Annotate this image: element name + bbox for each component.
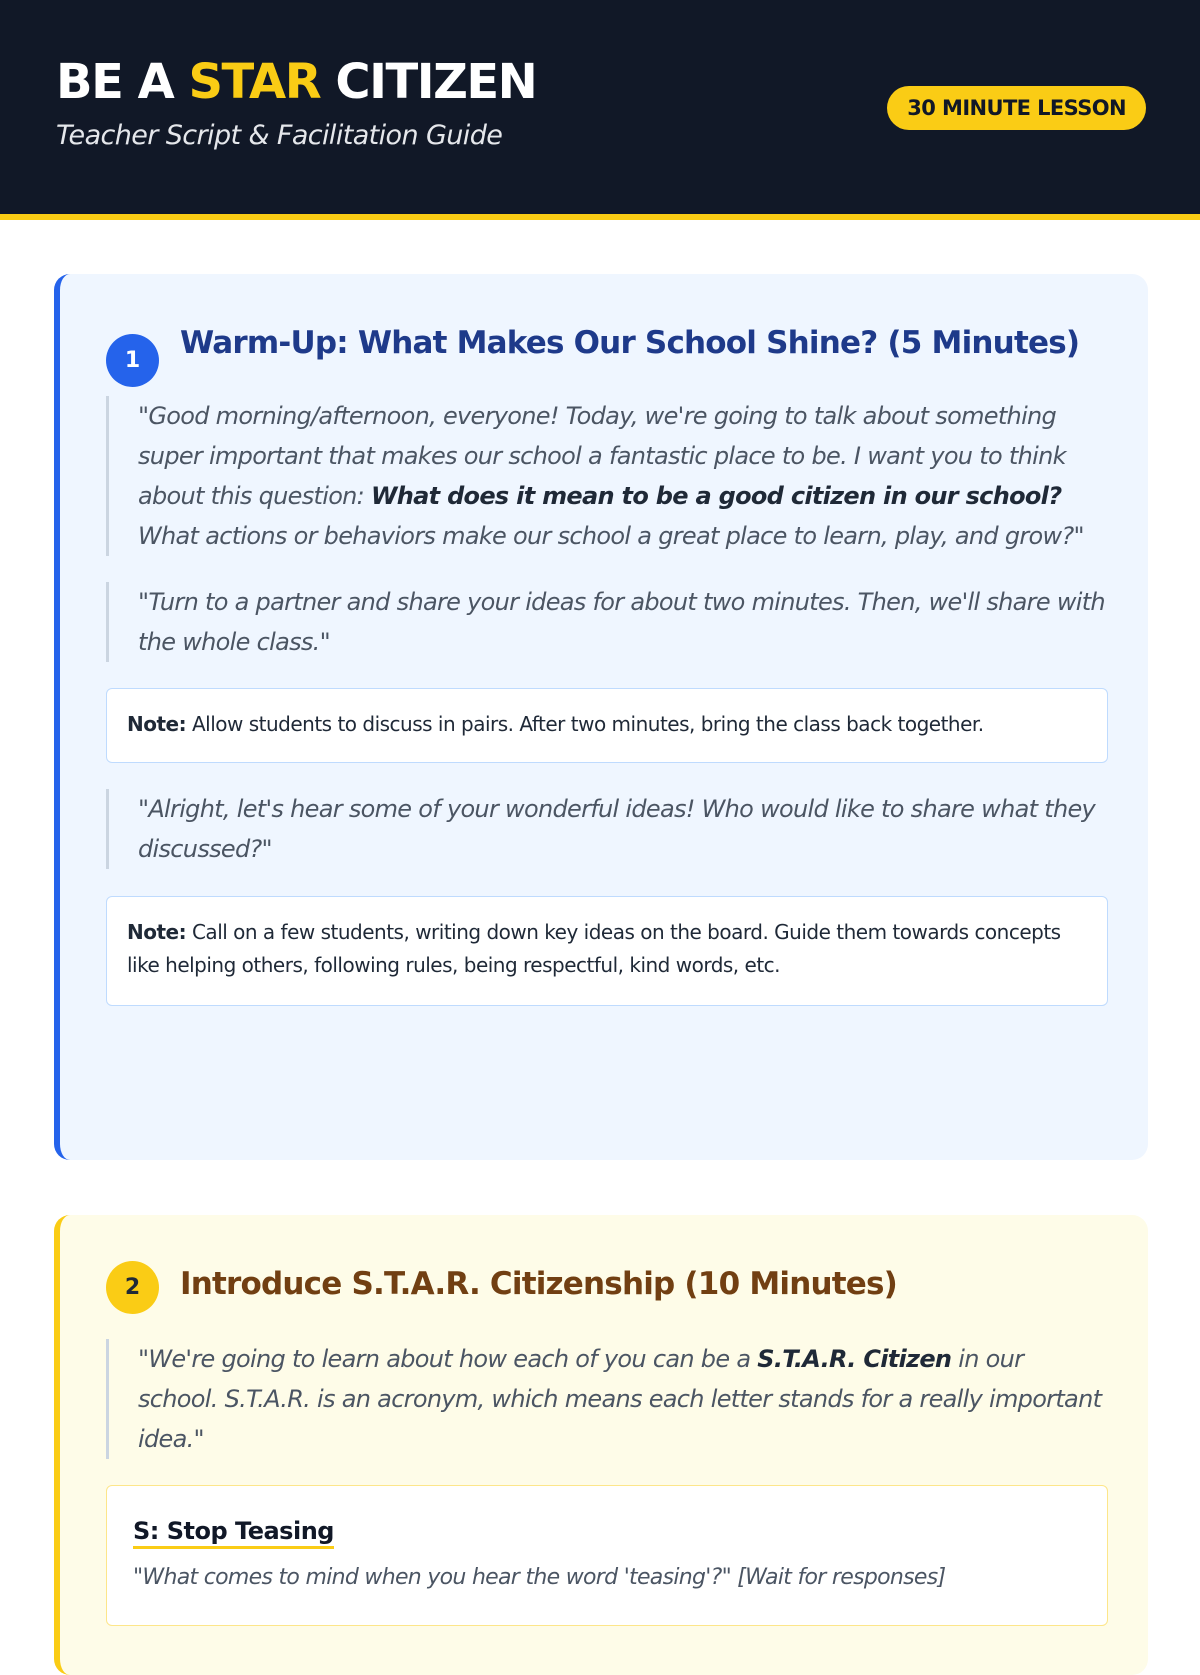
section-star-intro	[54, 1215, 1148, 1675]
section-title: Introduce S.T.A.R. Citizenship (10 Minutes)	[180, 1266, 898, 1302]
title-part-citizen: CITIZEN	[335, 54, 537, 110]
section-title: Warm-Up: What Makes Our School Shine? (5 Minutes)	[180, 325, 1080, 361]
lesson-header	[0, 0, 1200, 220]
quote-text: "We're going to learn about how each of you can be a	[138, 1345, 758, 1373]
star-letter-card-s	[106, 1485, 1108, 1626]
quote-text: "Good morning/afternoon, everyone! Today, we're going to talk about something super important that makes our school a fantastic place to be. I want you to think about this question:	[138, 402, 1066, 510]
lesson-subtitle: Teacher Script & Facilitation Guide	[56, 120, 503, 151]
title-part-star: STAR	[188, 54, 321, 110]
note-label: Note:	[127, 712, 187, 736]
note-label: Note:	[127, 920, 187, 944]
quote-text: What actions or behaviors make our school a great place to learn, play, and grow?"	[138, 522, 1084, 550]
section-number-badge: 2	[106, 1261, 159, 1314]
title-part-be-a: BE A	[56, 54, 174, 110]
script-quote	[106, 396, 1108, 556]
teacher-note	[106, 688, 1108, 763]
note-text: Allow students to discuss in pairs. After two minutes, bring the class back together.	[186, 712, 984, 736]
quote-key-term: S.T.A.R. Citizen	[757, 1345, 952, 1373]
star-letter-heading: S: Stop Teasing	[133, 1516, 334, 1549]
section-header	[106, 1261, 1108, 1315]
script-quote: "Turn to a partner and share your ideas for about two minutes. Then, we'll share with the whole class."	[106, 582, 1108, 662]
script-quote: "Alright, let's hear some of your wonderful ideas! Who would like to share what they discussed?"	[106, 789, 1108, 869]
lesson-title	[56, 54, 536, 110]
quote-text: in our school. S.T.A.R. is an acronym, which means each letter stands for a really important idea."	[138, 1345, 1102, 1453]
script-quote	[106, 1339, 1108, 1459]
section-number-badge: 1	[106, 334, 159, 387]
star-letter-quote: "What comes to mind when you hear the word 'teasing'?" [Wait for responses]	[133, 1565, 946, 1590]
teacher-note	[106, 896, 1108, 1006]
section-warm-up	[54, 274, 1148, 1160]
note-text: Call on a few students, writing down key ideas on the board. Guide them towards concepts like helping others, following rules, being respectful, kind words, etc.	[127, 920, 1061, 977]
section-header	[106, 320, 1108, 374]
duration-badge: 30 MINUTE LESSON	[887, 86, 1146, 130]
quote-key-question: What does it mean to be a good citizen in our school?	[371, 482, 1062, 510]
